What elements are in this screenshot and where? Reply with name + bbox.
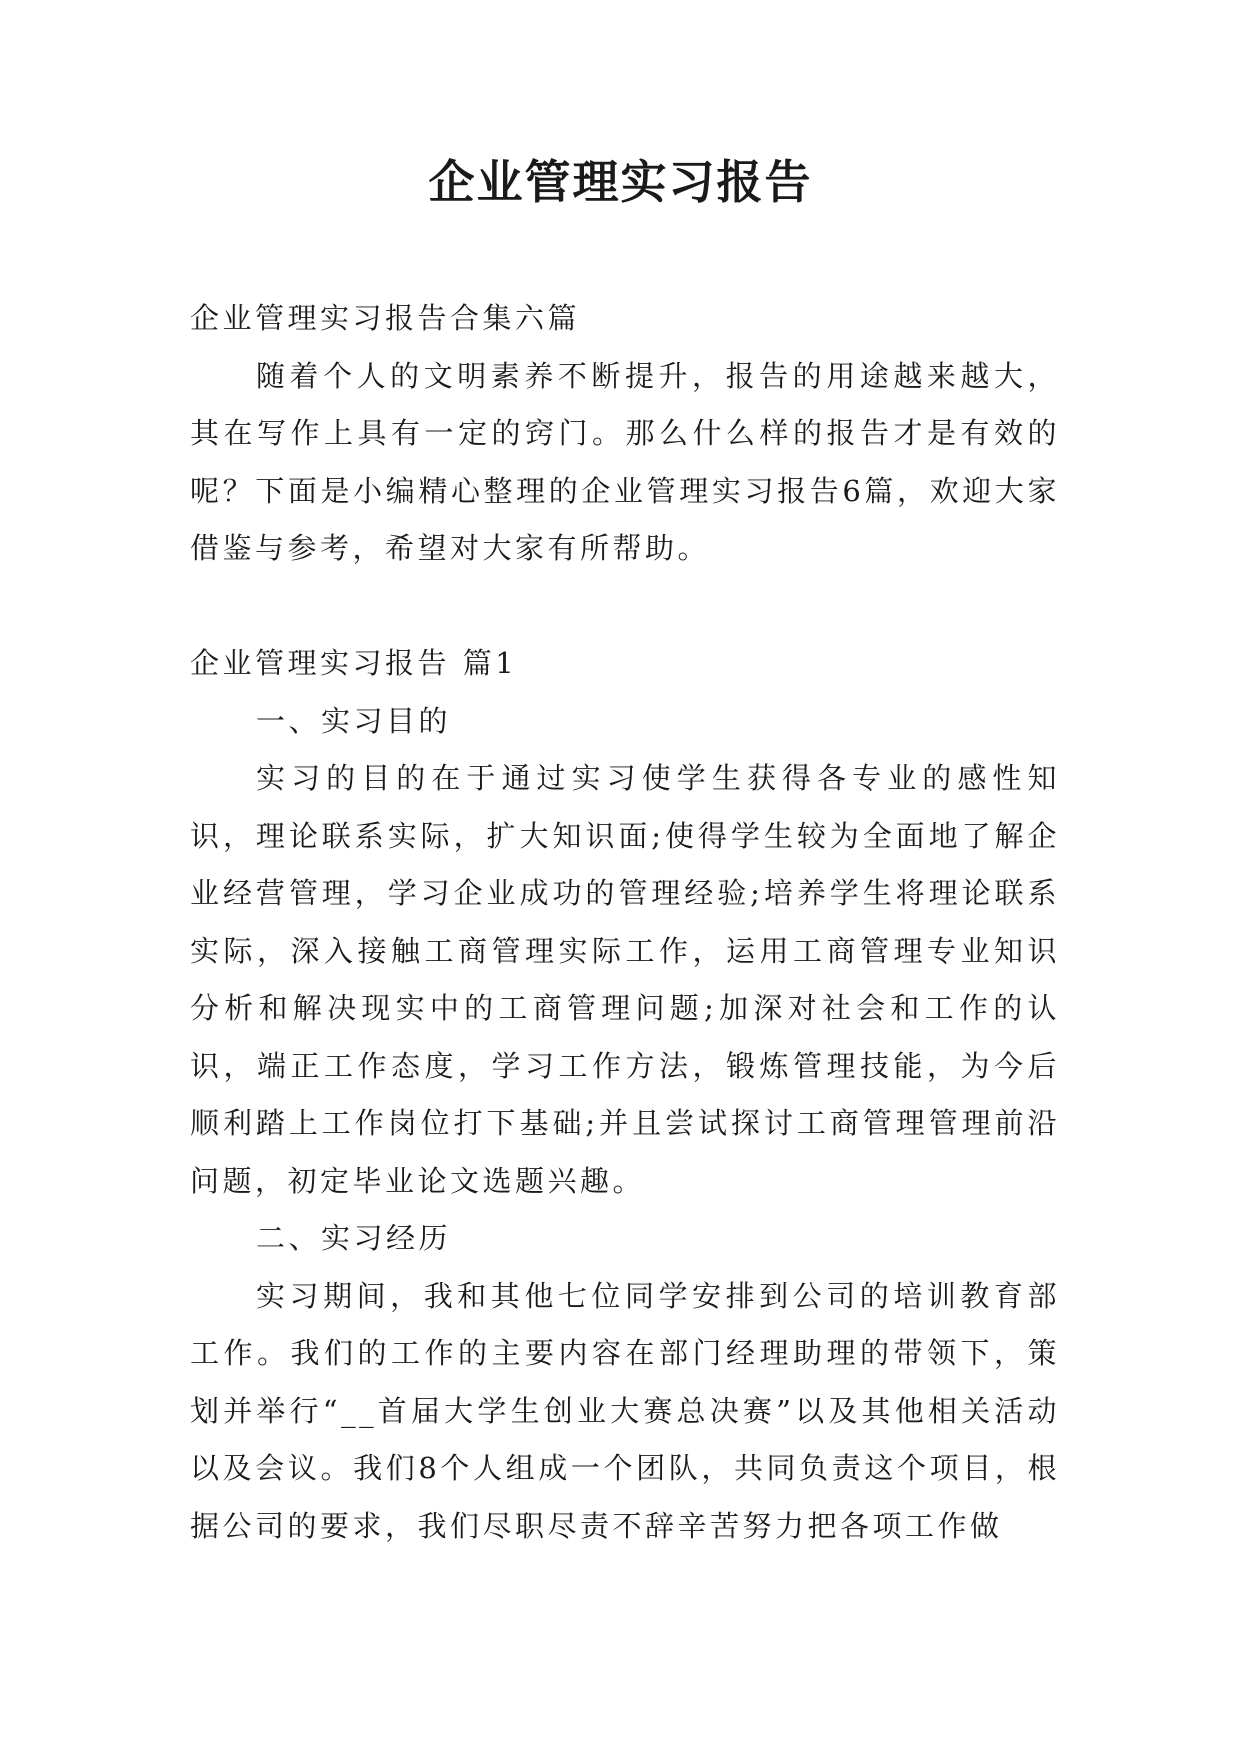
document-title: 企业管理实习报告 <box>428 155 813 209</box>
part2-heading: 二、实习经历 <box>256 1221 452 1255</box>
collection-subtitle: 企业管理实习报告合集六篇 <box>190 301 581 335</box>
intro-paragraph: 随着个人的文明素养不断提升，报告的用途越来越大，其在写作上具有一定的窍门。那么什么样的报告才是有效的呢？下面是小编精心整理的企业管理实习报告6篇，欢迎大家借鉴与参考，希望对大家有所帮助。 <box>190 358 1060 565</box>
document-body <box>190 290 1060 1555</box>
part1-heading: 一、实习目的 <box>256 703 452 738</box>
section-heading: 企业管理实习报告 篇1 <box>190 646 518 680</box>
part2-paragraph: 实习期间，我和其他七位同学安排到公司的培训教育部工作。我们的工作的主要内容在部门经理助理的带领下，策划并举行“__首届大学生创业大赛总决赛”以及其他相关活动以及会议。我们8个人组成一个团队，共同负责这个项目，根据公司的要求，我们尽职尽责不辞辛苦努力把各项工作做 <box>190 1278 1060 1543</box>
part1-paragraph: 实习的目的在于通过实习使学生获得各专业的感性知识，理论联系实际，扩大知识面;使得学生较为全面地了解企业经营管理，学习企业成功的管理经验;培养学生将理论联系实际，深入接触工商管理实际工作，运用工商管理专业知识分析和解决现实中的工商管理问题;加深对社会和工作的认识，端正工作态度，学习工作方法，锻炼管理技能，为今后顺利踏上工作岗位打下基础;并且尝试探讨工商管理管理前沿问题，初定毕业论文选题兴趣。 <box>190 761 1060 1198</box>
